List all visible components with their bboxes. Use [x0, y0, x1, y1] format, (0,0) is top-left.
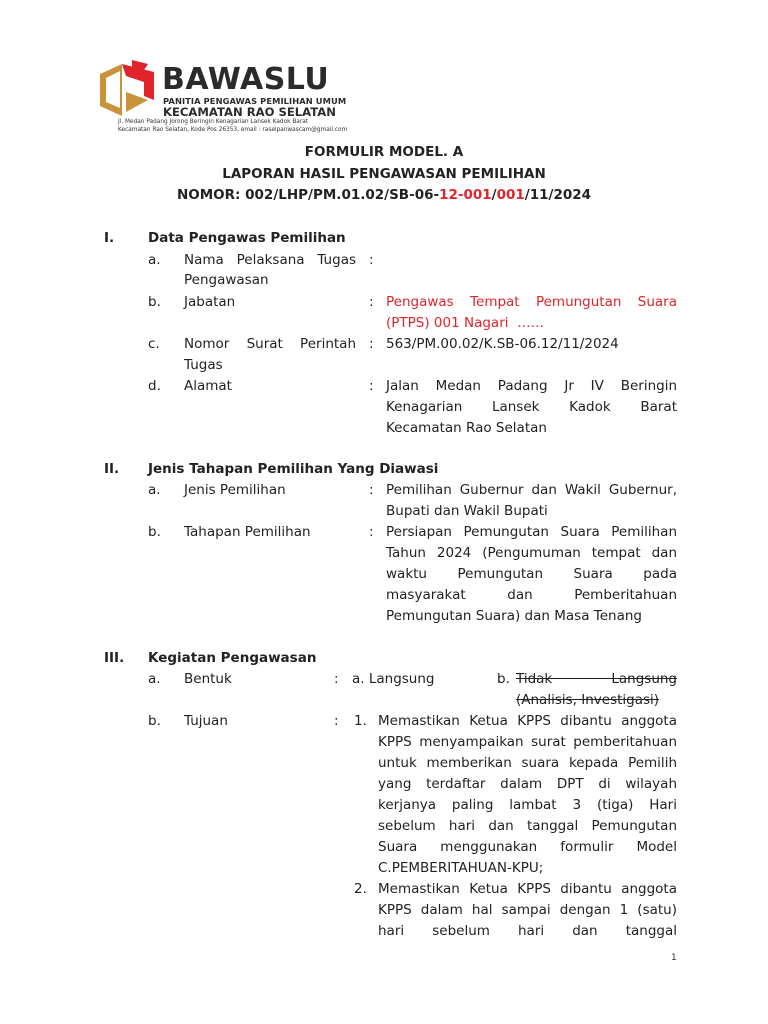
item-letter: a. — [148, 671, 161, 687]
item-letter: b. — [148, 524, 161, 540]
colon: : — [369, 294, 374, 310]
report-number — [0, 187, 768, 203]
bawaslu-logo-icon — [96, 56, 156, 116]
tujuan-item-1-line2: KPPS menyampaikan surat pemberitahuan — [378, 734, 677, 750]
item-letter: c. — [148, 336, 160, 352]
field-label-nama: Nama Pelaksana Tugas — [184, 252, 356, 268]
field-value-alamat-line3: Kecamatan Rao Selatan — [386, 420, 547, 436]
section-1-heading: Data Pengawas Pemilihan — [148, 230, 346, 246]
field-label-bentuk: Bentuk — [184, 671, 232, 687]
address-line-1: Jl. Medan Padang Jorong Beringin Kenagarian Lansek Kadok Barat — [118, 119, 309, 125]
nomor-suffix: /11/2024 — [524, 187, 592, 203]
tujuan-item-1-line5: kerjanya paling lambat 3 (tiga) Hari — [378, 797, 677, 813]
tujuan-item-1-line6: sebelum hari dan tanggal Pemungutan — [378, 818, 677, 834]
field-label-nomor-surat: Nomor Surat Perintah — [184, 336, 356, 352]
field-value-alamat: Jalan Medan Padang Jr IV Beringin — [386, 378, 677, 394]
logo-line-1: PANITIA PENGAWAS PEMILIHAN UMUM — [163, 96, 347, 106]
section-2-heading: Jenis Tahapan Pemilihan Yang Diawasi — [148, 461, 439, 477]
field-value-jenis-pemilihan-line2: Bupati dan Wakil Bupati — [386, 503, 548, 519]
field-label-tahapan: Tahapan Pemilihan — [184, 524, 311, 540]
nomor-slash: / — [491, 187, 497, 203]
item-letter: b. — [148, 294, 161, 310]
field-value-tahapan-line5: Pemungutan Suara) dan Masa Tenang — [386, 608, 642, 624]
tujuan-item-1-line7: Suara menggunakan formulir Model — [378, 839, 677, 855]
option-langsung: a. Langsung — [352, 671, 435, 687]
letterhead — [96, 56, 346, 136]
tujuan-item-1-line3: untuk memberikan suara kepada Pemilih — [378, 755, 677, 771]
nomor-red-1: 12-001 — [439, 187, 492, 203]
field-value-tahapan: Persiapan Pemungutan Suara Pemilihan — [386, 524, 677, 540]
item-letter: d. — [148, 378, 161, 394]
field-label-jabatan: Jabatan — [184, 294, 236, 310]
field-value-jenis-pemilihan: Pemilihan Gubernur dan Wakil Gubernur, — [386, 482, 677, 498]
logo-line-2: KECAMATAN RAO SELATAN — [163, 105, 336, 119]
tujuan-item-1-line4: yang terdaftar dalam DPT di wilayah — [378, 776, 677, 792]
field-label-nomor-surat-line2: Tugas — [184, 357, 223, 373]
tujuan-item-2-line1: Memastikan Ketua KPPS dibantu anggota — [378, 881, 677, 897]
colon: : — [334, 713, 339, 729]
item-letter: b. — [148, 713, 161, 729]
field-label-nama-line2: Pengawasan — [184, 272, 269, 288]
tujuan-item-2-line3: hari sebelum hari dan tanggal — [378, 923, 677, 939]
field-value-nomor-surat: 563/PM.00.02/K.SB-06.12/11/2024 — [386, 336, 619, 352]
field-value-jabatan: Pengawas Tempat Pemungutan Suara — [386, 294, 677, 310]
field-value-jabatan-line2: (PTPS) 001 Nagari …… — [386, 315, 545, 331]
item-letter: a. — [148, 252, 161, 268]
report-title: LAPORAN HASIL PENGAWASAN PEMILIHAN — [222, 166, 546, 182]
field-value-alamat-line2: Kenagarian Lansek Kadok Barat — [386, 399, 677, 415]
field-value-tahapan-line2: Tahun 2024 (Pengumuman tempat dan — [386, 545, 677, 561]
section-2-number: II. — [104, 461, 120, 477]
colon: : — [369, 336, 374, 352]
address-line-2: Kecamatan Rao Selatan, Kode Pos 26353, email : raselpanwascam@gmail.com — [118, 127, 348, 133]
nomor-red-2: 001 — [496, 187, 525, 203]
option-b-prefix: b. — [497, 671, 510, 687]
colon: : — [334, 671, 339, 687]
page-number: 1 — [671, 953, 677, 963]
field-value-tahapan-line3: waktu Pemungutan Suara pada — [386, 566, 677, 582]
form-title: FORMULIR MODEL. A — [304, 144, 464, 160]
option-tidak-langsung-line2: (Analisis, Investigasi) — [516, 692, 660, 708]
colon: : — [369, 378, 374, 394]
tujuan-item-1-line8: C.PEMBERITAHUAN-KPU; — [378, 860, 544, 876]
field-label-jenis-pemilihan: Jenis Pemilihan — [184, 482, 286, 498]
field-label-alamat: Alamat — [184, 378, 232, 394]
logo-wordmark: BAWASLU — [162, 62, 330, 97]
tujuan-item-1-line1: Memastikan Ketua KPPS dibantu anggota — [378, 713, 677, 729]
nomor-prefix: NOMOR: 002/LHP/PM.01.02/SB-06- — [176, 187, 440, 203]
item-letter: a. — [148, 482, 161, 498]
field-value-tahapan-line4: masyarakat dan Pemberitahuan — [386, 587, 677, 603]
list-number: 2. — [354, 881, 367, 897]
field-label-tujuan: Tujuan — [184, 713, 228, 729]
colon: : — [369, 524, 374, 540]
section-3-heading: Kegiatan Pengawasan — [148, 650, 317, 666]
list-number: 1. — [354, 713, 367, 729]
tujuan-item-2-line2: KPPS dalam hal sampai dengan 1 (satu) — [378, 902, 677, 918]
colon: : — [369, 252, 374, 268]
option-tidak-langsung: Tidak Langsung — [516, 671, 677, 687]
colon: : — [369, 482, 374, 498]
section-1-number: I. — [104, 230, 115, 246]
section-3-number: III. — [104, 650, 125, 666]
